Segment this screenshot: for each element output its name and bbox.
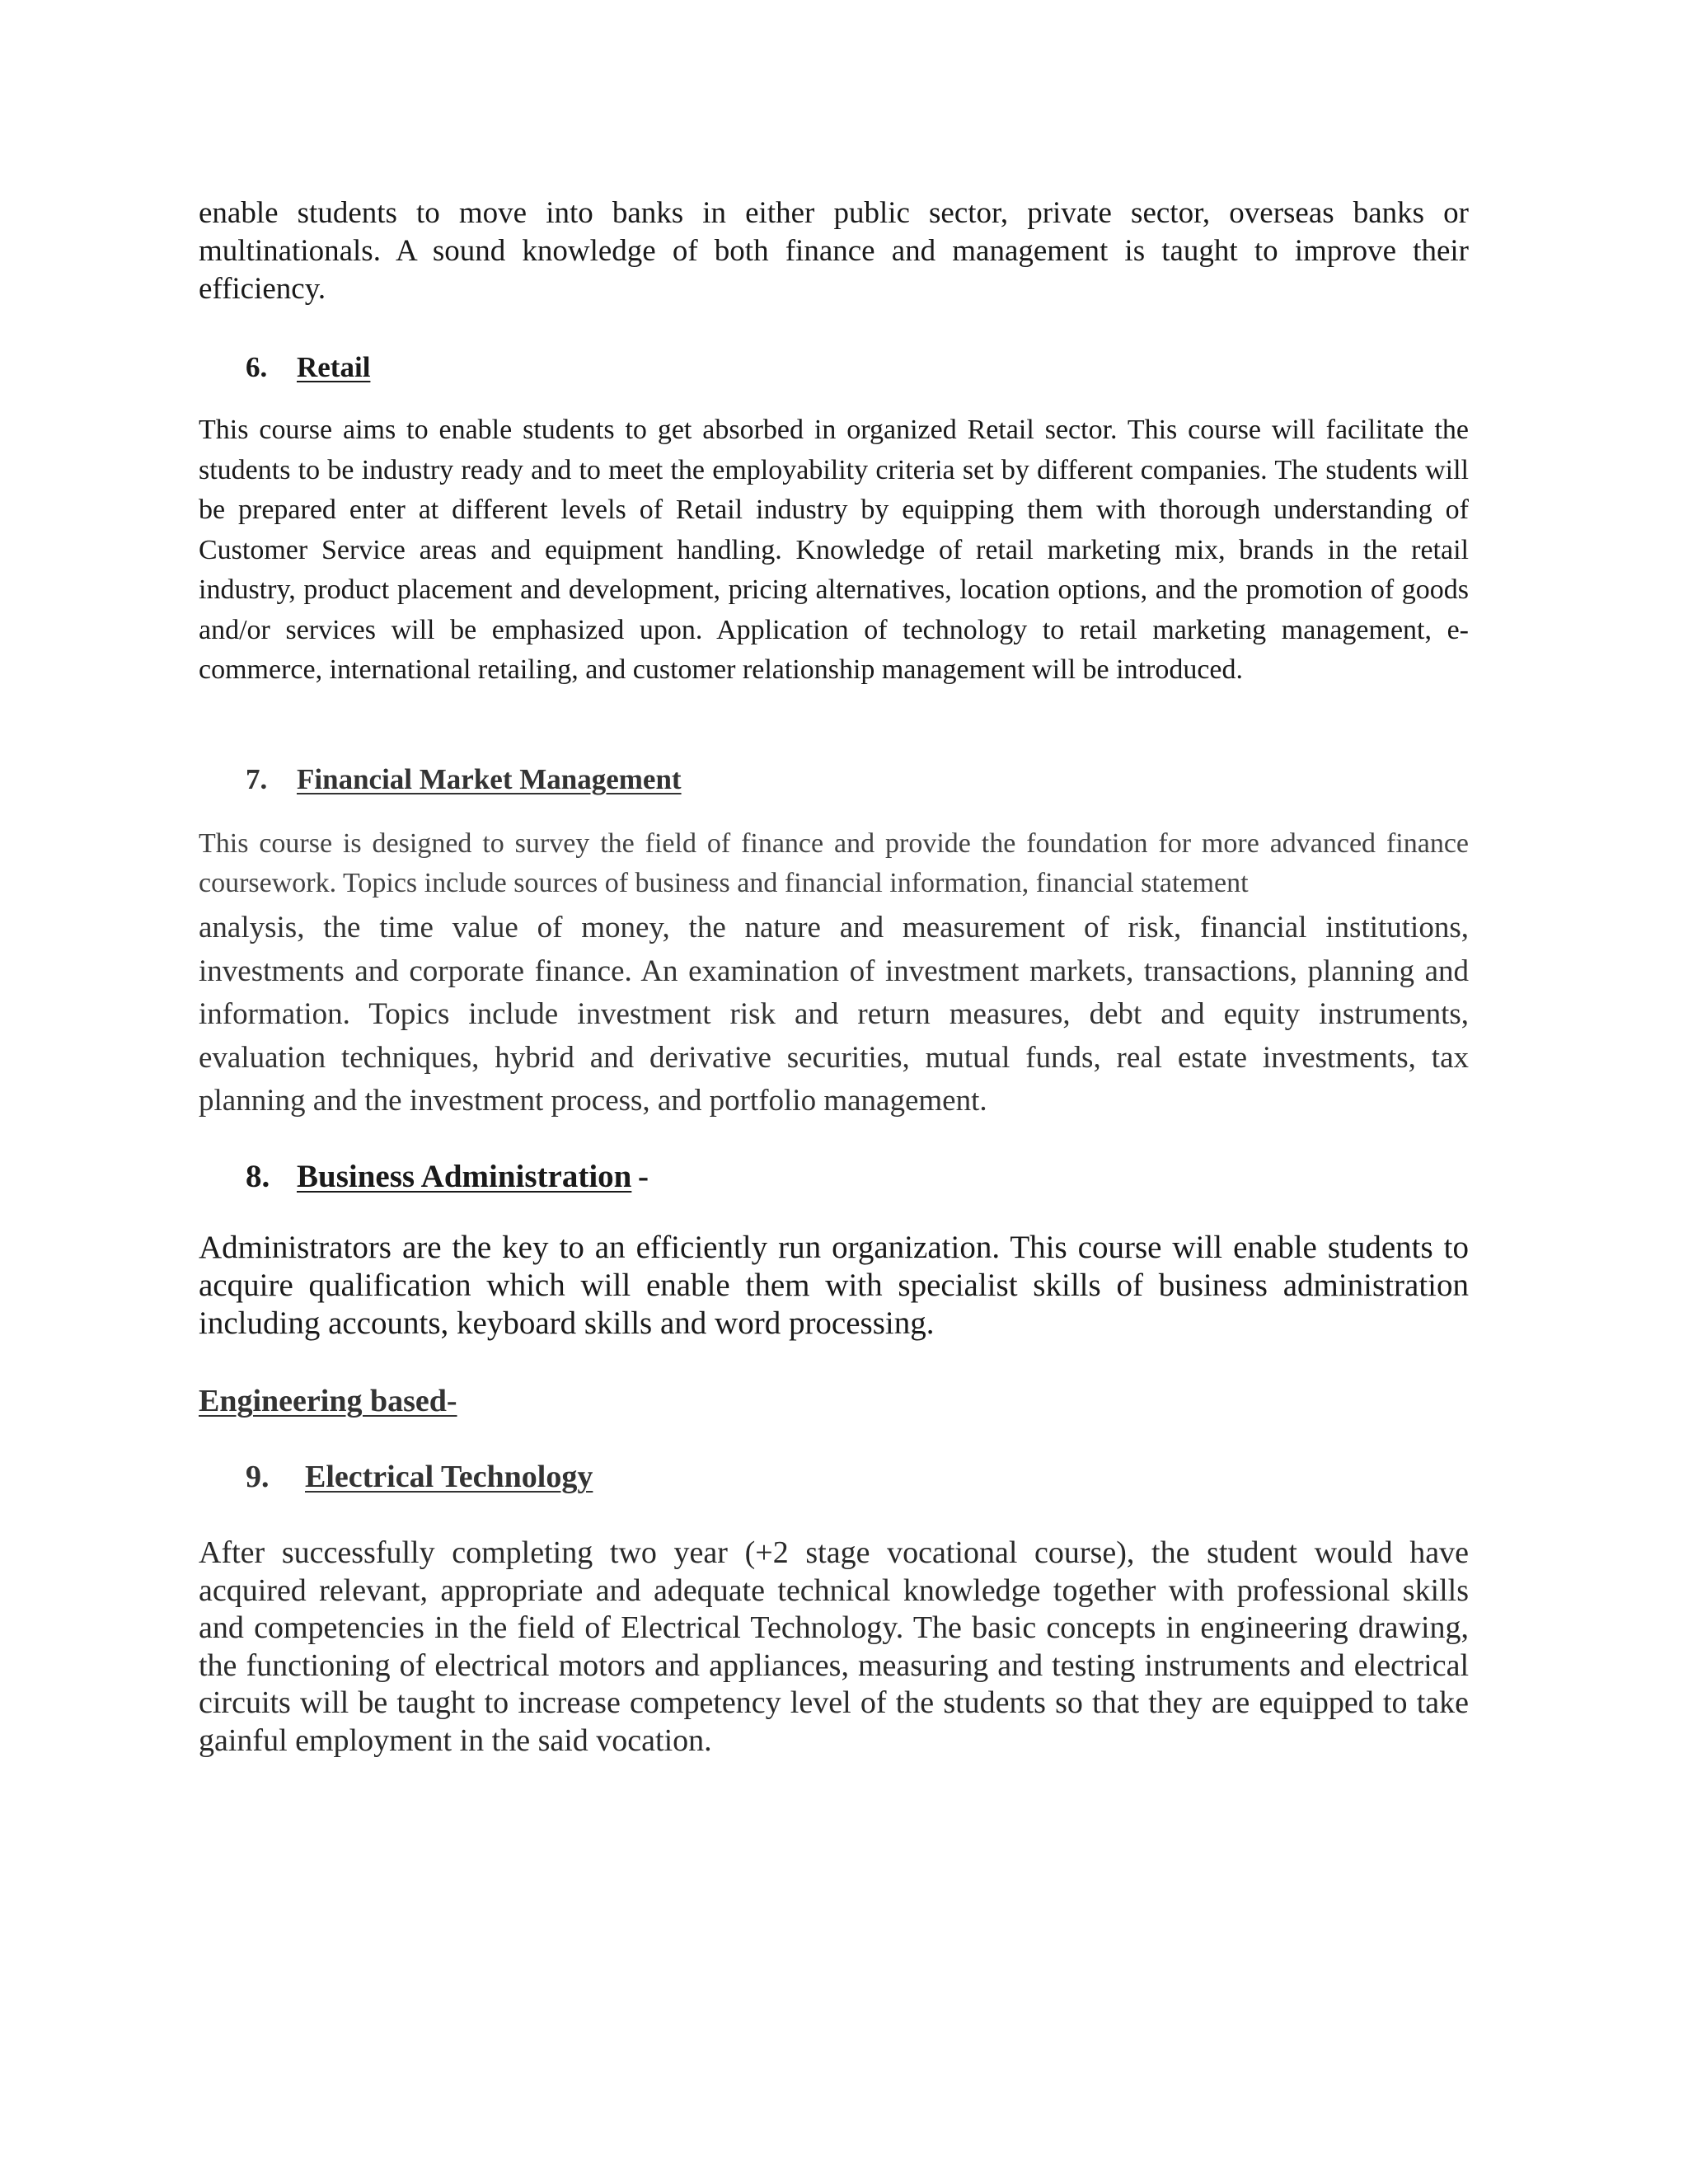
financial-market-heading-number: 7. [246,763,268,795]
retail-paragraph: This course aims to enable students to get absorbed in organized Retail sector. This course will facilitate the students to be industry ready and to meet the employability criteria set by different companies. The students will be prepared enter at different levels of Retail industry by equipping them with thorough understanding of Customer Service areas and equipment handling. Knowledge of retail marketing mix, brands in the retail industry, product placement and development, pricing alternatives, location options, and the promotion of goods and/or services will be emphasized upon. Application of technology to retail marketing management, e-commerce, international retailing, and customer relationship management will be introduced. [199,415,1469,685]
electrical-heading-title: Electrical Technology [305,1460,593,1494]
business-admin-heading-title: Business Administration [297,1159,632,1194]
business-admin-heading-suffix: - [638,1159,649,1194]
retail-heading-title: Retail [297,351,371,383]
financial-market-paragraph-part1: This course is designed to survey the field of finance and provide the foundation for more advanced finance coursework. Topics include sources of business and financial information, financial statement [199,828,1469,898]
financial-market-paragraph-part2: analysis, the time value of money, the nature and measurement of risk, financial institutions, investments and corporate finance. An examination of investment markets, transactions, planning and information. Topics include investment risk and return measures, debt and equity instruments, evaluation techniques, hybrid and derivative securities, mutual funds, real estate investments, tax planning and the investment process, and portfolio management. [199,911,1469,1118]
business-admin-paragraph: Administrators are the key to an efficiently run organization. This course will enable students to acquire qualification which will enable them with specialist skills of business administration including accounts, keyboard skills and word processing. [199,1230,1469,1341]
engineering-section-title: Engineering based- [199,1384,457,1418]
banking-continuation-paragraph: enable students to move into banks in either public sector, private sector, overseas banks or multinationals. A sound knowledge of both finance and management is taught to improve their efficiency. [199,196,1469,306]
electrical-heading-number: 9. [246,1460,270,1494]
financial-market-heading-title: Financial Market Management [297,763,682,795]
electrical-paragraph: After successfully completing two year (+2 stage vocational course), the student would have acquired relevant, appropriate and adequate technical knowledge together with professional skills and competencies in the field of Electrical Technology. The basic concepts in engineering drawing, the functioning of electrical motors and appliances, measuring and testing instruments and electrical circuits will be taught to increase competency level of the students so that they are equipped to take gainful employment in the said vocation. [199,1535,1469,1758]
business-admin-heading-number: 8. [246,1159,270,1194]
retail-heading-number: 6. [246,351,268,383]
